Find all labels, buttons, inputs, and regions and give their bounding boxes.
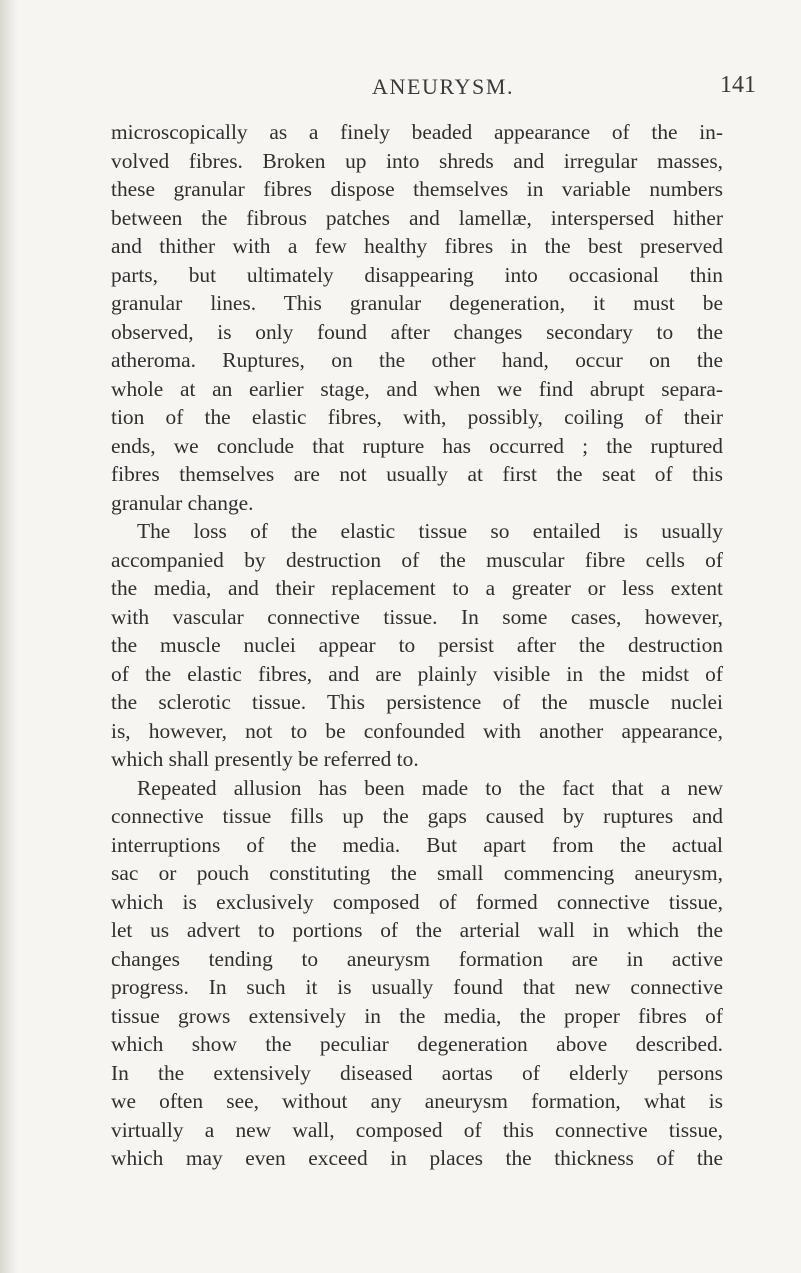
page-header [0,74,801,106]
text-line: granular change. [111,490,254,515]
text-line: we often see, without any aneurysm formation, what is [111,1089,723,1113]
body-text [111,118,723,1173]
text-line: the sclerotic tissue. This persistence of the muscle nuclei [111,690,723,714]
text-line: sac or pouch constituting the small commencing aneurysm, [111,861,723,885]
text-line: microscopically as a finely beaded appearance of the in- [111,120,723,144]
text-line: these granular fibres dispose themselves in variable numbers [111,177,723,201]
text-line: and thither with a few healthy fibres in the best preserved [111,234,723,258]
text-line: the muscle nuclei appear to persist after the destruction [111,633,723,657]
text-line: let us advert to portions of the arterial wall in which the [111,918,723,942]
text-line: tion of the elastic fibres, with, possibly, coiling of their [111,405,723,429]
text-line: of the elastic fibres, and are plainly visible in the midst of [111,661,723,686]
text-line: accompanied by destruction of the muscular fibre cells of [111,547,723,572]
text-line: tissue grows extensively in the media, the proper fibres of [111,1003,723,1028]
text-line: which show the peculiar degeneration above described. [111,1032,723,1056]
text-line: is, however, not to be confounded with another appearance, [111,718,723,743]
text-line: the media, and their replacement to a greater or less extent [111,576,723,600]
text-line: whole at an earlier stage, and when we find abrupt separa- [111,376,723,401]
text-line: ends, we conclude that rupture has occurred ; the ruptured [111,433,723,458]
text-line: atheroma. Ruptures, on the other hand, occur on the [111,348,723,372]
text-line: parts, but ultimately disappearing into occasional thin [111,262,723,287]
text-line: which is exclusively composed of formed connective tissue, [111,889,723,914]
text-line: connective tissue fills up the gaps caused by ruptures and [111,804,723,828]
text-line: volved fibres. Broken up into shreds and irregular masses, [111,148,723,173]
page-number: 141 [720,72,756,98]
text-line: In the extensively diseased aortas of elderly persons [111,1060,723,1085]
text-line: which shall presently be referred to. [111,747,419,771]
text-line: progress. In such it is usually found that new connective [111,975,723,999]
text-line: between the fibrous patches and lamellæ, interspersed hither [111,205,723,230]
text-line: interruptions of the media. But apart from the actual [111,832,723,857]
text-line: observed, is only found after changes secondary to the [111,319,723,344]
text-line: virtually a new wall, composed of this connective tissue, [111,1117,723,1142]
paragraph-start: Repeated allusion has been made to the fact that a new [137,775,723,800]
text-line: fibres themselves are not usually at first the seat of this [111,462,723,486]
paragraph-start: The loss of the elastic tissue so entailed is usually [137,519,723,543]
text-line: with vascular connective tissue. In some cases, however, [111,604,723,629]
text-line: granular lines. This granular degeneration, it must be [111,291,723,315]
running-head: ANEURYSM. [372,74,515,99]
text-line: changes tending to aneurysm formation are in active [111,946,723,971]
text-line: which may even exceed in places the thickness of the [111,1146,723,1170]
binding-shadow [0,0,18,1273]
